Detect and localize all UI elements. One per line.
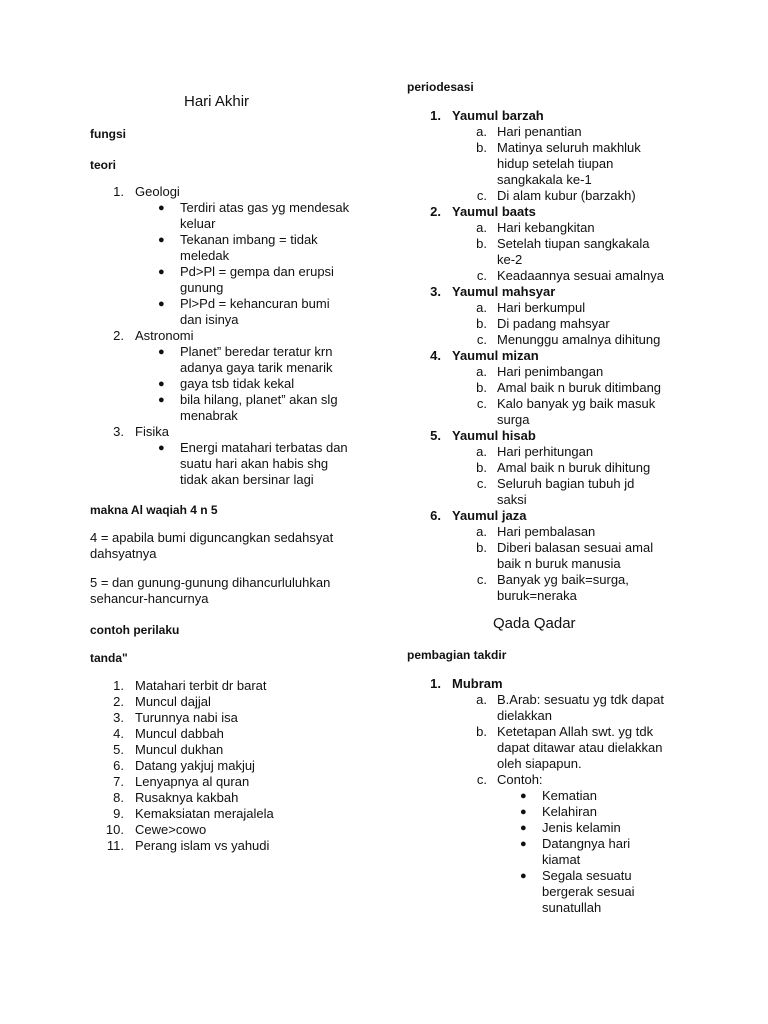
mubram-item-line: Contoh: xyxy=(497,772,543,787)
item-marker: a. xyxy=(476,300,487,315)
bullet-icon: ● xyxy=(158,346,165,358)
theory-bullet-line: Pd>Pl = gempa dan erupsi xyxy=(180,264,334,279)
sign-number: 6. xyxy=(113,758,124,773)
period-number: 1. xyxy=(430,108,441,123)
period-item-line: sangkakala ke-1 xyxy=(497,172,592,187)
periodesasi-heading: periodesasi xyxy=(407,80,474,94)
period-item-line: Hari kebangkitan xyxy=(497,220,595,235)
period-item-line: Di alam kubur (barzakh) xyxy=(497,188,636,203)
theory-label: Astronomi xyxy=(135,328,194,343)
period-number: 6. xyxy=(430,508,441,523)
period-number: 5. xyxy=(430,428,441,443)
contoh-bullet-line: Kelahiran xyxy=(542,804,597,819)
contoh-bullet-line: Kematian xyxy=(542,788,597,803)
bullet-icon: ● xyxy=(158,298,165,310)
mubram-item-line: oleh siapapun. xyxy=(497,756,582,771)
period-label: Yaumul barzah xyxy=(452,108,544,123)
theory-number: 3. xyxy=(113,424,124,439)
period-label: Yaumul baats xyxy=(452,204,536,219)
item-marker: a. xyxy=(476,220,487,235)
qada-qadar-title: Qada Qadar xyxy=(493,615,576,632)
period-item-line: Di padang mahsyar xyxy=(497,316,610,331)
period-label: Yaumul hisab xyxy=(452,428,536,443)
period-item-line: Keadaannya sesuai amalnya xyxy=(497,268,664,283)
sign-text: Muncul dajjal xyxy=(135,694,211,709)
sign-number: 1. xyxy=(113,678,124,693)
theory-number: 2. xyxy=(113,328,124,343)
bullet-icon: ● xyxy=(520,790,527,802)
item-marker: a. xyxy=(476,692,487,707)
sign-number: 10. xyxy=(105,822,124,837)
makna-4-line: dahsyatnya xyxy=(90,546,157,561)
period-item-line: Amal baik n buruk ditimbang xyxy=(497,380,662,395)
hari-akhir-title: Hari Akhir xyxy=(184,93,250,110)
contoh-bullet-line: kiamat xyxy=(542,852,581,867)
theory-bullet-line: Energi matahari terbatas dan xyxy=(180,440,348,455)
mubram-item-line: B.Arab: sesuatu yg tdk dapat xyxy=(497,692,664,707)
period-item-line: Diberi balasan sesuai amal xyxy=(497,540,654,555)
contoh-perilaku-heading: contoh perilaku xyxy=(90,623,180,637)
item-marker: c. xyxy=(476,268,487,283)
theory-bullet-line: suatu hari akan habis shg xyxy=(180,456,329,471)
period-item-line: Seluruh bagian tubuh jd xyxy=(497,476,635,491)
mubram-item-line: dielakkan xyxy=(497,708,552,723)
item-marker: b. xyxy=(476,140,487,155)
theory-bullet-line: Tekanan imbang = tidak xyxy=(180,232,318,247)
item-marker: a. xyxy=(476,444,487,459)
period-item-line: Matinya seluruh makhluk xyxy=(497,140,641,155)
period-number: 3. xyxy=(430,284,441,299)
bullet-icon: ● xyxy=(158,442,165,454)
item-marker: b. xyxy=(476,236,487,251)
period-number: 2. xyxy=(430,204,441,219)
sign-number: 8. xyxy=(113,790,124,805)
sign-text: Rusaknya kakbah xyxy=(135,790,239,805)
item-marker: c. xyxy=(476,332,487,347)
mubram-item-line: dapat ditawar atau dielakkan xyxy=(497,740,663,755)
item-marker: b. xyxy=(476,316,487,331)
contoh-bullet-line: Datangnya hari xyxy=(542,836,631,851)
sign-number: 4. xyxy=(113,726,124,741)
sign-number: 9. xyxy=(113,806,124,821)
sign-text: Muncul dabbah xyxy=(135,726,224,741)
makna-5-line: 5 = dan gunung-gunung dihancurluluhkan xyxy=(90,575,331,590)
theory-label: Fisika xyxy=(135,424,169,439)
fungsi-heading: fungsi xyxy=(90,127,126,141)
makna-5-line: sehancur-hancurnya xyxy=(90,591,209,606)
sign-text: Muncul dukhan xyxy=(135,742,224,757)
theory-number: 1. xyxy=(113,184,124,199)
bullet-icon: ● xyxy=(520,870,527,882)
item-marker: a. xyxy=(476,524,487,539)
period-item-line: Setelah tiupan sangkakala xyxy=(497,236,650,251)
sign-text: Cewe>cowo xyxy=(135,822,207,837)
period-item-line: Amal baik n buruk dihitung xyxy=(497,460,651,475)
theory-bullet-line: bila hilang, planet” akan slg xyxy=(180,392,338,407)
item-marker: b. xyxy=(476,540,487,555)
theory-bullet-line: tidak akan bersinar lagi xyxy=(180,472,314,487)
period-item-line: Menunggu amalnya dihitung xyxy=(497,332,661,347)
item-marker: c. xyxy=(476,772,487,787)
theory-bullet-line: menabrak xyxy=(180,408,238,423)
bullet-icon: ● xyxy=(520,838,527,850)
tanda-heading: tanda" xyxy=(90,651,128,665)
bullet-icon: ● xyxy=(158,378,165,390)
period-number: 4. xyxy=(430,348,441,363)
mubram-item-line: Ketetapan Allah swt. yg tdk xyxy=(497,724,654,739)
bullet-icon: ● xyxy=(158,266,165,278)
item-marker: c. xyxy=(476,396,487,411)
sign-text: Kemaksiatan merajalela xyxy=(135,806,274,821)
period-label: Yaumul mizan xyxy=(452,348,539,363)
sign-text: Lenyapnya al quran xyxy=(135,774,250,789)
sign-number: 5. xyxy=(113,742,124,757)
period-item-line: Hari penantian xyxy=(497,124,582,139)
period-item-line: Banyak yg baik=surga, xyxy=(497,572,629,587)
sign-text: Matahari terbit dr barat xyxy=(135,678,267,693)
period-item-line: ke-2 xyxy=(497,252,523,267)
item-marker: c. xyxy=(476,188,487,203)
sign-text: Datang yakjuj makjuj xyxy=(135,758,255,773)
period-label: Yaumul jaza xyxy=(452,508,527,523)
makna-4-line: 4 = apabila bumi diguncangkan sedahsyat xyxy=(90,530,334,545)
period-item-line: Hari penimbangan xyxy=(497,364,604,379)
period-item-line: Hari pembalasan xyxy=(497,524,596,539)
makna-4 xyxy=(90,530,333,562)
period-item-line: buruk=neraka xyxy=(497,588,577,603)
contoh-bullet-line: bergerak sesuai xyxy=(542,884,635,899)
sign-text: Turunnya nabi isa xyxy=(135,710,238,725)
sign-number: 3. xyxy=(113,710,124,725)
theory-bullet-line: adanya gaya tarik menarik xyxy=(180,360,333,375)
theory-bullet-line: gaya tsb tidak kekal xyxy=(180,376,295,391)
theory-bullet-line: gunung xyxy=(180,280,224,295)
bullet-icon: ● xyxy=(520,806,527,818)
item-marker: b. xyxy=(476,724,487,739)
makna-heading: makna Al waqiah 4 n 5 xyxy=(90,503,218,517)
period-item-line: hidup setelah tiupan xyxy=(497,156,614,171)
period-item-line: Hari berkumpul xyxy=(497,300,586,315)
period-item-line: baik n buruk manusia xyxy=(497,556,621,571)
contoh-bullet-line: Jenis kelamin xyxy=(542,820,621,835)
makna-5 xyxy=(90,575,330,607)
sign-number: 7. xyxy=(113,774,124,789)
item-marker: c. xyxy=(476,476,487,491)
contoh-bullet-line: Segala sesuatu xyxy=(542,868,632,883)
mubram-label: Mubram xyxy=(452,676,503,691)
bullet-icon: ● xyxy=(158,394,165,406)
theory-bullet-line: Planet” beredar teratur krn xyxy=(180,344,333,359)
period-item-line: Kalo banyak yg baik masuk xyxy=(497,396,656,411)
theory-label: Geologi xyxy=(135,184,180,199)
item-marker: b. xyxy=(476,460,487,475)
theory-bullet-line: keluar xyxy=(180,216,216,231)
period-item-line: Hari perhitungan xyxy=(497,444,594,459)
item-marker: b. xyxy=(476,380,487,395)
sign-text: Perang islam vs yahudi xyxy=(135,838,270,853)
theory-bullet-line: meledak xyxy=(180,248,230,263)
period-label: Yaumul mahsyar xyxy=(452,284,556,299)
teori-heading: teori xyxy=(90,158,117,172)
bullet-icon: ● xyxy=(158,202,165,214)
item-marker: c. xyxy=(476,572,487,587)
item-marker: a. xyxy=(476,124,487,139)
theory-bullet-line: dan isinya xyxy=(180,312,239,327)
period-item-line: saksi xyxy=(497,492,527,507)
theory-bullet-line: Terdiri atas gas yg mendesak xyxy=(180,200,350,215)
theory-bullet-line: Pl>Pd = kehancuran bumi xyxy=(180,296,330,311)
contoh-bullet-line: sunatullah xyxy=(542,900,602,915)
sign-number: 2. xyxy=(113,694,124,709)
pembagian-heading: pembagian takdir xyxy=(407,648,507,662)
bullet-icon: ● xyxy=(520,822,527,834)
bullet-icon: ● xyxy=(158,234,165,246)
sign-number: 11. xyxy=(106,838,124,853)
mubram-number: 1. xyxy=(430,676,441,691)
item-marker: a. xyxy=(476,364,487,379)
period-item-line: surga xyxy=(497,412,530,427)
